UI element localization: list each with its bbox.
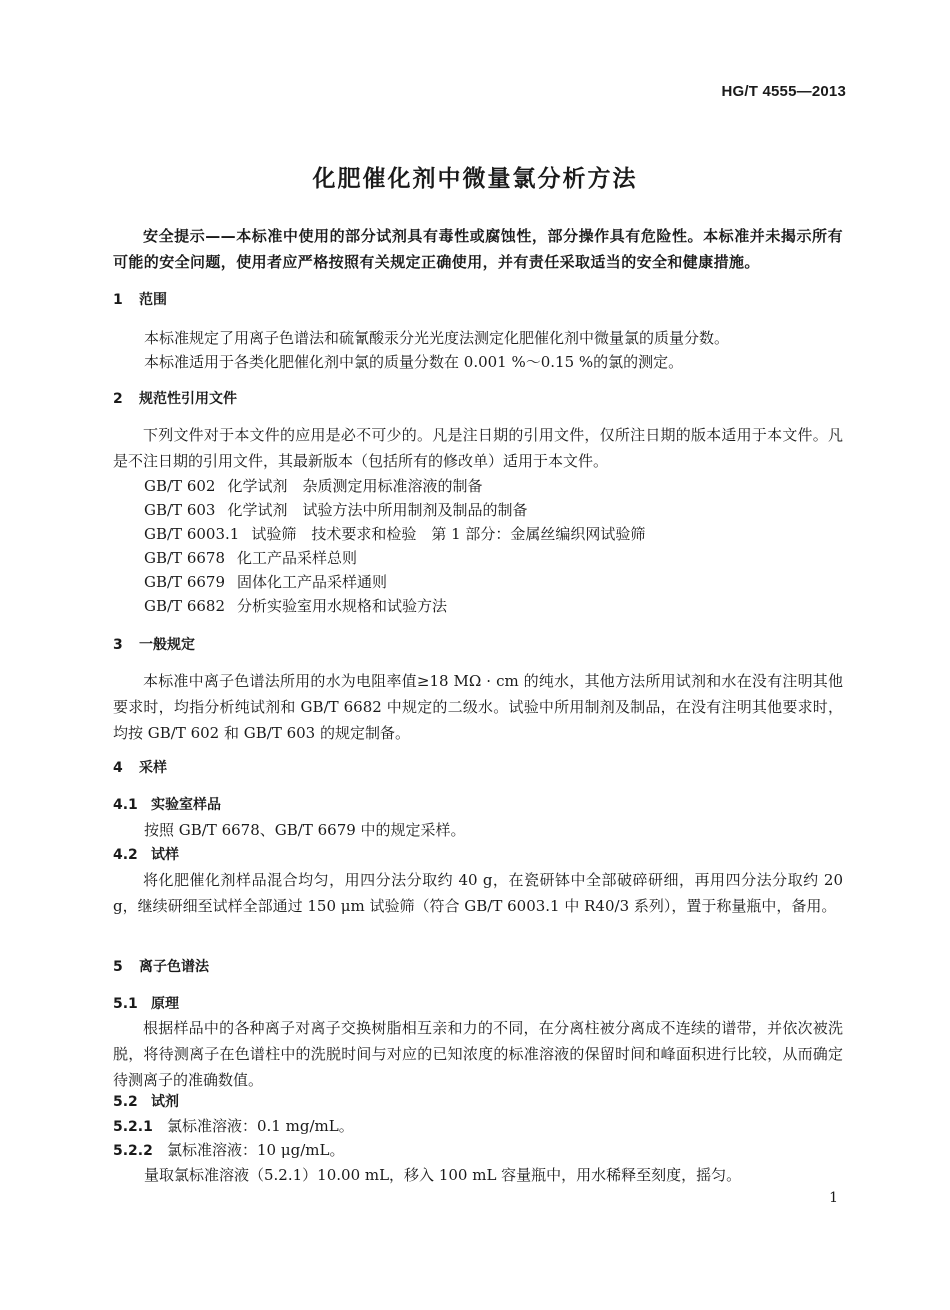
reference-code: GB/T 6003.1 bbox=[144, 525, 240, 543]
section-2-heading bbox=[113, 388, 237, 408]
subsubsection-5-2-1 bbox=[113, 1115, 354, 1136]
section-title: 规范性引用文件 bbox=[139, 391, 237, 407]
subsubsection-5-2-2 bbox=[113, 1139, 344, 1160]
section-number: 1 bbox=[113, 292, 123, 308]
section-5-heading bbox=[113, 956, 209, 976]
reference-item bbox=[144, 499, 527, 520]
section-1-paragraph-2: 本标准适用于各类化肥催化剂中氯的质量分数在 0.001 %～0.15 %的氯的测定。 bbox=[144, 353, 684, 371]
subsection-title: 试样 bbox=[151, 847, 179, 863]
subsection-number: 4.1 bbox=[113, 797, 138, 813]
subsection-4-1-heading bbox=[113, 794, 221, 814]
subsection-number: 5.1 bbox=[113, 996, 138, 1012]
section-title: 离子色谱法 bbox=[139, 959, 209, 975]
reference-code: GB/T 6678 bbox=[144, 549, 226, 567]
subsection-title: 试剂 bbox=[151, 1094, 179, 1110]
subsubsection-number: 5.2.2 bbox=[113, 1143, 153, 1159]
reference-title: 分析实验室用水规格和试验方法 bbox=[237, 597, 448, 615]
reference-title: 试验筛 技术要求和检验 第 1 部分：金属丝编织网试验筛 bbox=[251, 525, 646, 543]
subsection-4-2-heading bbox=[113, 844, 179, 864]
standard-id: HG/T 4555—2013 bbox=[721, 83, 846, 100]
reference-title: 化工产品采样总则 bbox=[237, 549, 358, 567]
subsection-number: 4.2 bbox=[113, 847, 138, 863]
subsection-4-1-paragraph: 按照 GB/T 6678、GB/T 6679 中的规定采样。 bbox=[144, 821, 466, 839]
subsubsection-number: 5.2.1 bbox=[113, 1119, 153, 1135]
section-1-heading bbox=[113, 289, 167, 309]
subsubsection-5-2-2-paragraph: 量取氯标准溶液（5.2.1）10.00 mL，移入 100 mL 容量瓶中，用水稀释至刻度，摇匀。 bbox=[144, 1166, 742, 1184]
section-4-heading bbox=[113, 757, 167, 777]
subsection-5-1-heading bbox=[113, 993, 179, 1013]
section-number: 3 bbox=[113, 637, 123, 653]
reference-item bbox=[144, 547, 357, 568]
subsubsection-text: 氯标准溶液：10 μg/mL。 bbox=[167, 1141, 345, 1159]
reference-code: GB/T 602 bbox=[144, 477, 216, 495]
page-title: 化肥催化剂中微量氯分析方法 bbox=[312, 166, 638, 192]
page-number: 1 bbox=[829, 1190, 838, 1206]
subsection-title: 原理 bbox=[151, 996, 179, 1012]
section-title: 采样 bbox=[139, 760, 167, 776]
section-3-heading bbox=[113, 634, 195, 654]
section-title: 范围 bbox=[139, 292, 167, 308]
reference-code: GB/T 6679 bbox=[144, 573, 226, 591]
subsection-number: 5.2 bbox=[113, 1094, 138, 1110]
section-number: 4 bbox=[113, 760, 123, 776]
section-1-paragraph-1: 本标准规定了用离子色谱法和硫氰酸汞分光光度法测定化肥催化剂中微量氯的质量分数。 bbox=[144, 329, 730, 347]
safety-notice: 安全提示——本标准中使用的部分试剂具有毒性或腐蚀性，部分操作具有危险性。本标准并未揭示所有可能的安全问题，使用者应严格按照有关规定正确使用，并有责任采取适当的安全和健康措施。 bbox=[113, 227, 843, 271]
reference-title: 固体化工产品采样通则 bbox=[237, 573, 388, 591]
reference-item bbox=[144, 571, 387, 592]
subsection-4-2-paragraph: 将化肥催化剂样品混合均匀，用四分法分取约 40 g，在瓷研钵中全部破碎研细，再用四分法分取约 20 g，继续研细至试样全部通过 150 μm 试验筛（符合 GB/T 6003.1 中 R40/3 系列），置于称量瓶中，备用。 bbox=[113, 871, 843, 915]
reference-item bbox=[144, 595, 447, 616]
reference-title: 化学试剂 杂质测定用标准溶液的制备 bbox=[227, 477, 483, 495]
reference-code: GB/T 603 bbox=[144, 501, 216, 519]
reference-item bbox=[144, 523, 645, 544]
reference-title: 化学试剂 试验方法中所用制剂及制品的制备 bbox=[227, 501, 528, 519]
reference-code: GB/T 6682 bbox=[144, 597, 226, 615]
subsubsection-text: 氯标准溶液：0.1 mg/mL。 bbox=[167, 1117, 354, 1135]
section-title: 一般规定 bbox=[139, 637, 195, 653]
section-2-intro: 下列文件对于本文件的应用是必不可少的。凡是注日期的引用文件，仅所注日期的版本适用于本文件。凡是不注日期的引用文件，其最新版本（包括所有的修改单）适用于本文件。 bbox=[113, 426, 843, 470]
section-3-paragraph: 本标准中离子色谱法所用的水为电阻率值≥18 MΩ · cm 的纯水，其他方法所用试剂和水在没有注明其他要求时，均指分析纯试剂和 GB/T 6682 中规定的二级水。试验中所用制剂及制品，在没有注明其他要求时，均按 GB/T 602 和 GB/T 603 的规定制备。 bbox=[113, 672, 843, 742]
subsection-title: 实验室样品 bbox=[151, 797, 221, 813]
section-number: 2 bbox=[113, 391, 123, 407]
reference-item bbox=[144, 475, 482, 496]
subsection-5-2-heading bbox=[113, 1091, 179, 1111]
subsection-5-1-paragraph: 根据样品中的各种离子对离子交换树脂相互亲和力的不同，在分离柱被分离成不连续的谱带，并依次被洗脱，将待测离子在色谱柱中的洗脱时间与对应的已知浓度的标准溶液的保留时间和峰面积进行比较，从而确定待测离子的准确数值。 bbox=[113, 1019, 843, 1089]
section-number: 5 bbox=[113, 959, 123, 975]
